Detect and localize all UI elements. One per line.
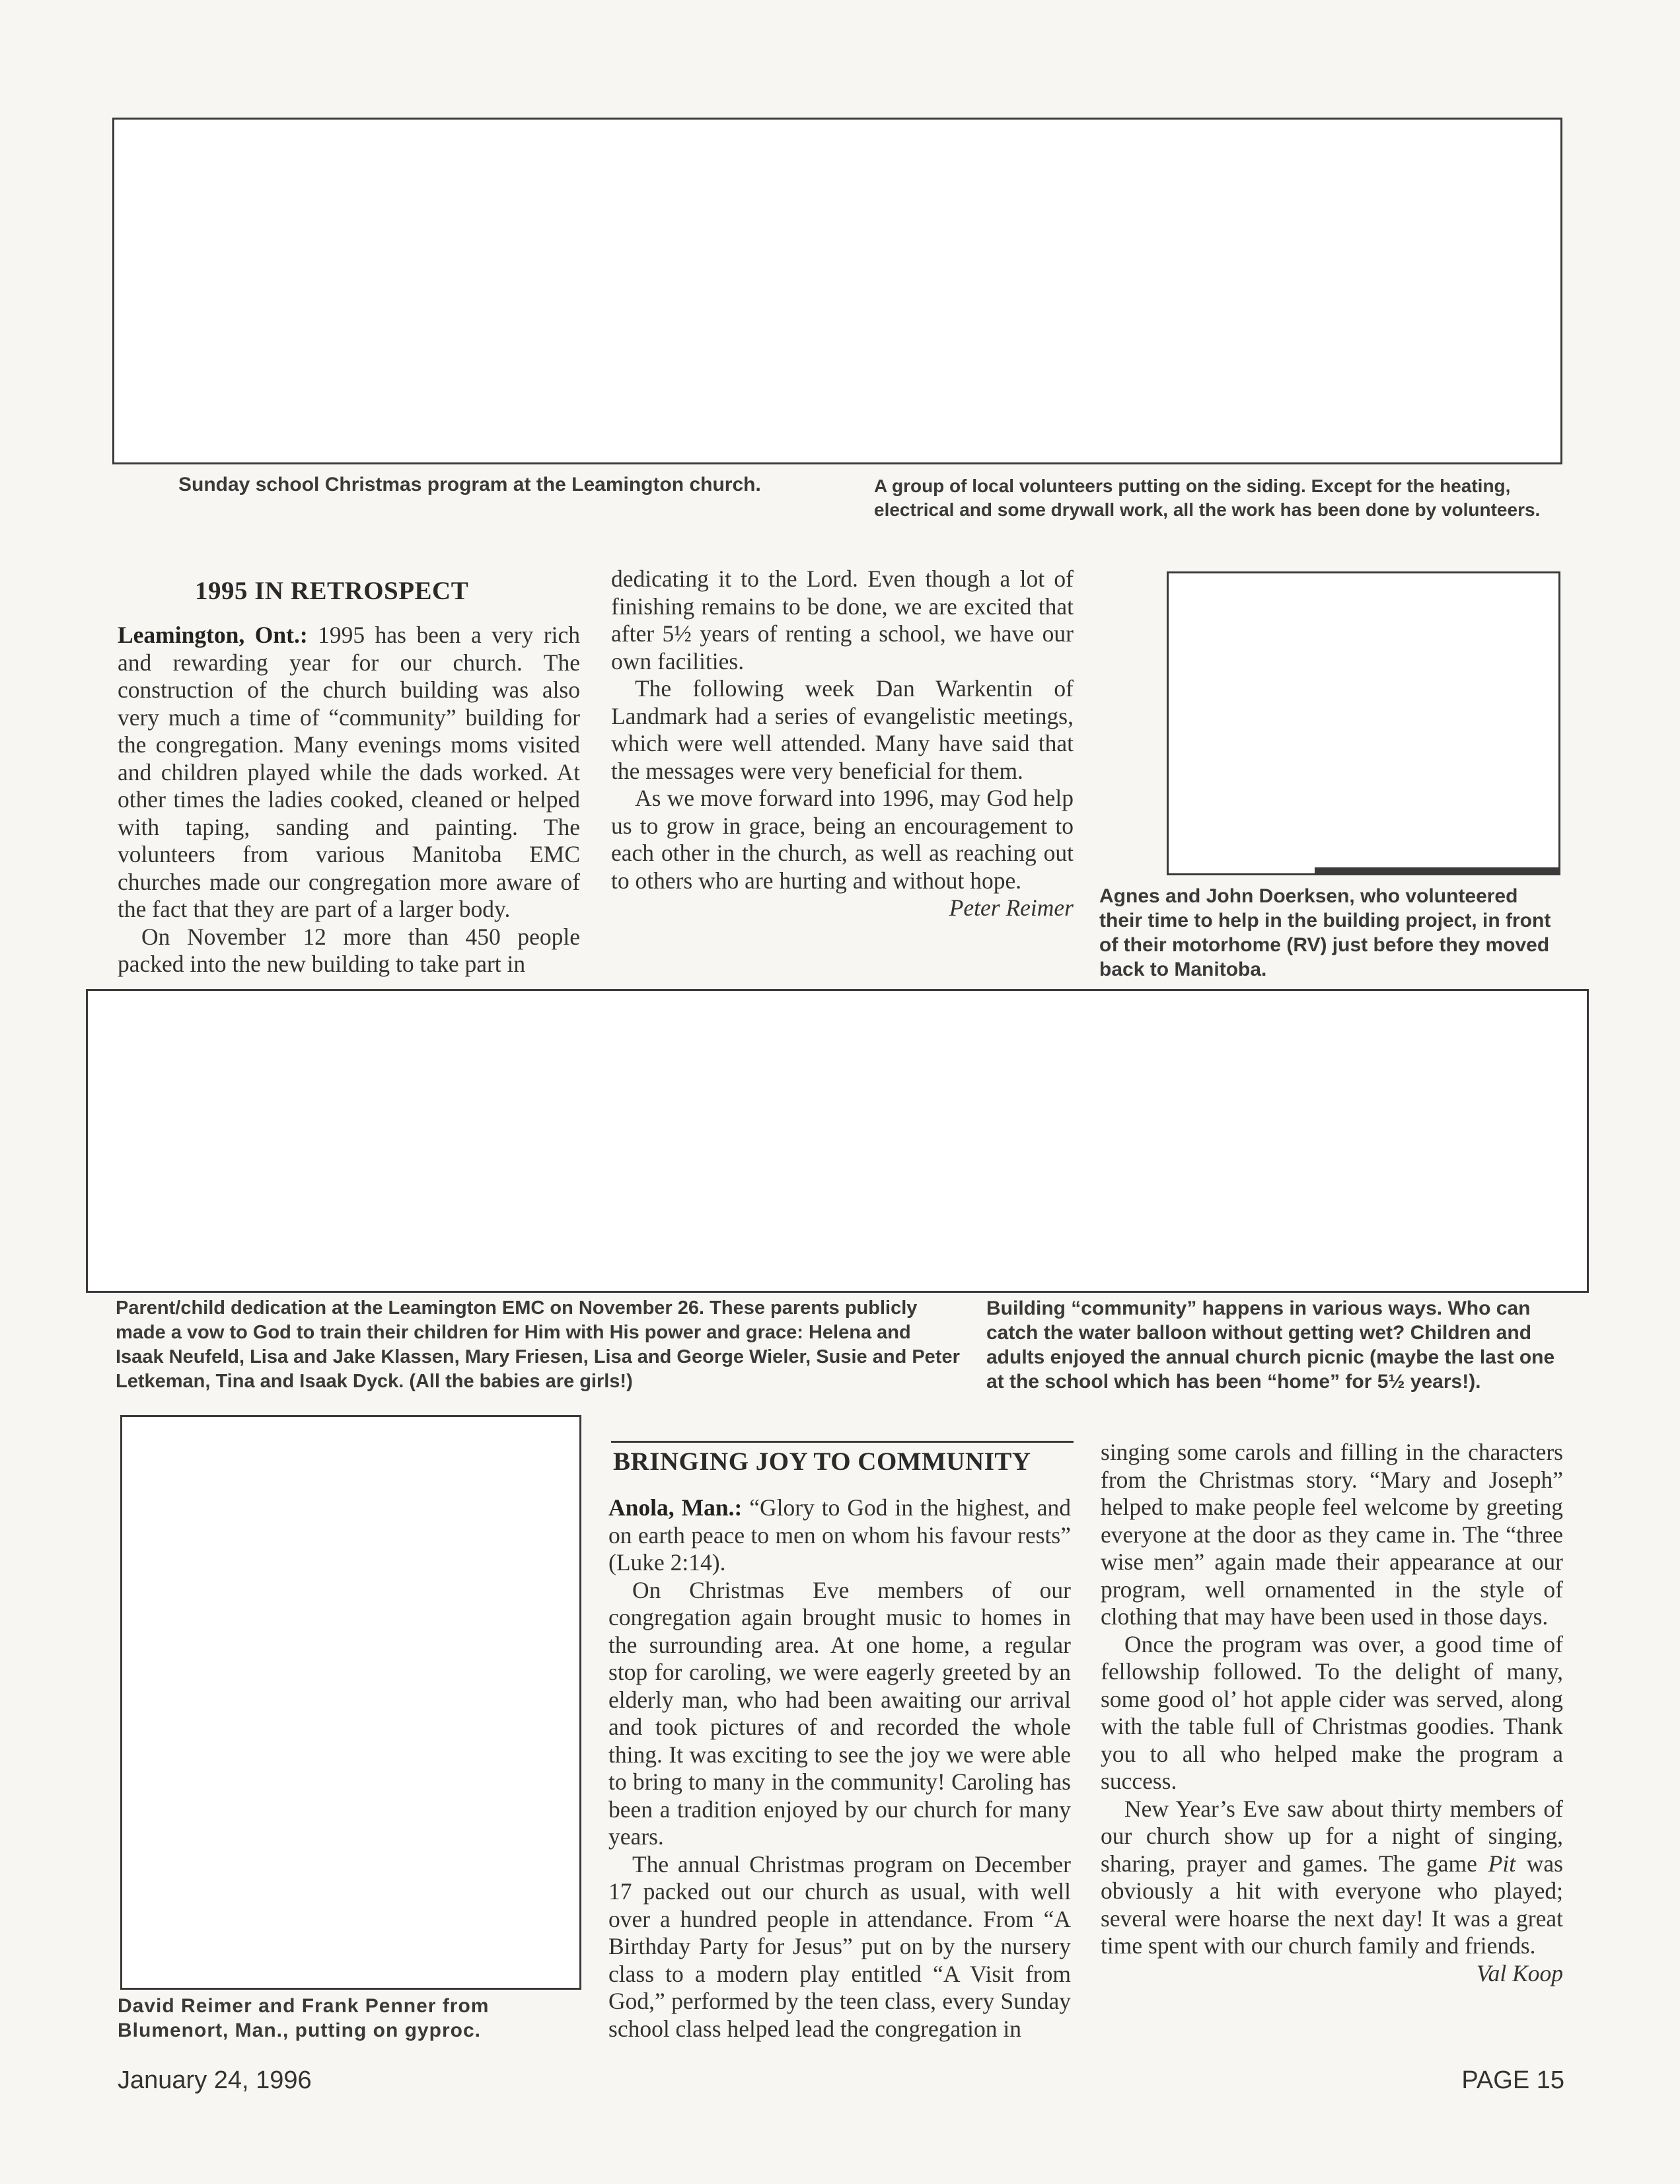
joy-p5-text-a: New Year’s Eve saw about thirty members of our church show up for a night of singing, sharing, prayer and games. The game <box>1101 1795 1563 1877</box>
photo-doerksen-motorhome <box>1167 571 1560 875</box>
joy-column-1 <box>608 1494 1071 2043</box>
joy-game-name: Pit <box>1488 1850 1516 1877</box>
joy-column-2 <box>1101 1439 1563 1987</box>
footer-date: January 24, 1996 <box>118 2066 312 2094</box>
joy-p1-text: “Glory to God in the highest, and on earth peace to men on whom his favour rests” (Luke 2:14). <box>608 1494 1071 1576</box>
joy-paragraph-2: On Christmas Eve members of our congregation again brought music to homes in the surrounding area. At one home, a regular stop for caroling, we were eagerly greeted by an elderly man, who had been awaiting our arrival and took pictures of and recorded the whole thing. It was exciting to see the joy we were able to bring to many in the community! Caroling has been a tradition enjoyed by our church for many years. <box>608 1576 1071 1850</box>
photo-gyproc <box>120 1415 581 1990</box>
joy-paragraph-4: Once the program was over, a good time of fellowship followed. To the delight of many, some good ol’ hot apple cider was served, along with the table full of Christmas goodies. Thank you to all who helped make the program a success. <box>1101 1630 1563 1794</box>
joy-title: BRINGING JOY TO COMMUNITY <box>613 1447 1031 1476</box>
retrospect-paragraph-4: As we move forward into 1996, may God help us to grow in grace, being an encouragement to each other in the church, as well as reaching out to others who are hurting and without hope. <box>611 785 1074 894</box>
retrospect-paragraph-2: On November 12 more than 450 people packed into the new building to take part in <box>118 923 580 977</box>
photo-christmas-program-and-siding <box>112 118 1562 464</box>
caption-doerksen: Agnes and John Doerksen, who volunteered their time to help in the building project, in front of their motorhome (RV) just before they moved back to Manitoba. <box>1099 885 1551 980</box>
joy-paragraph-1 <box>608 1494 1071 1577</box>
retrospect-paragraph-3: The following week Dan Warkentin of Landmark had a series of evangelistic meetings, which were well attended. Many have said that the messages were very beneficial for them. <box>611 675 1074 784</box>
retrospect-column-2 <box>611 565 1074 988</box>
joy-title-rule <box>611 1441 1074 1443</box>
photo-dedication-and-picnic <box>86 989 1589 1293</box>
joy-p5-text-b: was obviously a hit with everyone who played; several were hoarse the next day! It was a great time spent with our church family and friends. <box>1101 1850 1563 1959</box>
caption-gyproc: David Reimer and Frank Penner from Blumenort, Man., putting on gyproc. <box>118 1995 490 2041</box>
doerksen-photo-rule <box>1315 867 1560 875</box>
caption-siding-volunteers: A group of local volunteers putting on the siding. Except for the heating, electrical and some drywall work, all the work has been done by volunteers. <box>874 476 1541 520</box>
retrospect-column-1 <box>118 622 580 978</box>
caption-christmas-program: Sunday school Christmas program at the Leamington church. <box>178 474 761 495</box>
joy-paragraph-3: The annual Christmas program on December 17 packed out our church as usual, with well over a hundred people in attendance. From “A Birthday Party for Jesus” put on by the nursery class to a modern play entitled “A Visit from God,” performed by the teen class, every Sunday school class helped lead the congregation in <box>608 1850 1071 2042</box>
retrospect-title: 1995 IN RETROSPECT <box>195 577 469 605</box>
retrospect-p1-text: 1995 has been a very rich and rewarding year for our church. The construction of the church building was also very much a time of “community” building for the congregation. Many evenings moms visited and children played while the dads worked. At other times the ladies cooked, cleaned or helped with taping, sanding and painting. The volunteers from various Manitoba EMC churches made our congregation more aware of the fact that they are part of a larger body. <box>118 622 580 922</box>
joy-author: Val Koop <box>1476 1959 1563 1986</box>
caption-community-picnic: Building “community” happens in various ways. Who can catch the water balloon without getting wet? Children and adults enjoyed the annual church picnic (maybe the last one at the school which has been “home” for 5½ years!). <box>986 1297 1555 1393</box>
retrospect-paragraph-1 <box>118 622 580 924</box>
joy-paragraph-3-continued: singing some carols and filling in the characters from the Christmas story. “Mary and Joseph” helped to make people feel welcome by greeting everyone at the door as they came in. The “three wise men” again made their appearance at our program, well ornamented in the style of clothing that may have been used in those days. <box>1101 1439 1563 1630</box>
joy-dateline: Anola, Man.: <box>608 1494 743 1521</box>
joy-paragraph-5 <box>1101 1796 1563 1960</box>
caption-dedication: Parent/child dedication at the Leamington EMC on November 26. These parents publicly made a vow to God to train their children for Him with His power and grace: Helena and Isaak Neufeld, Lisa and Jake Klassen, Mary Friesen, Lisa and George Wieler, Susie and Peter Letkeman, Tina and Isaak Dyck. (All the babies are girls!) <box>116 1297 960 1392</box>
retrospect-dateline: Leamington, Ont.: <box>118 622 308 648</box>
retrospect-paragraph-2-continued: dedicating it to the Lord. Even though a lot of finishing remains to be done, we are excited that after 5½ years of renting a school, we have our own facilities. <box>611 565 1074 674</box>
retrospect-author: Peter Reimer <box>949 894 1074 921</box>
footer-page-number: PAGE 15 <box>1461 2066 1564 2094</box>
